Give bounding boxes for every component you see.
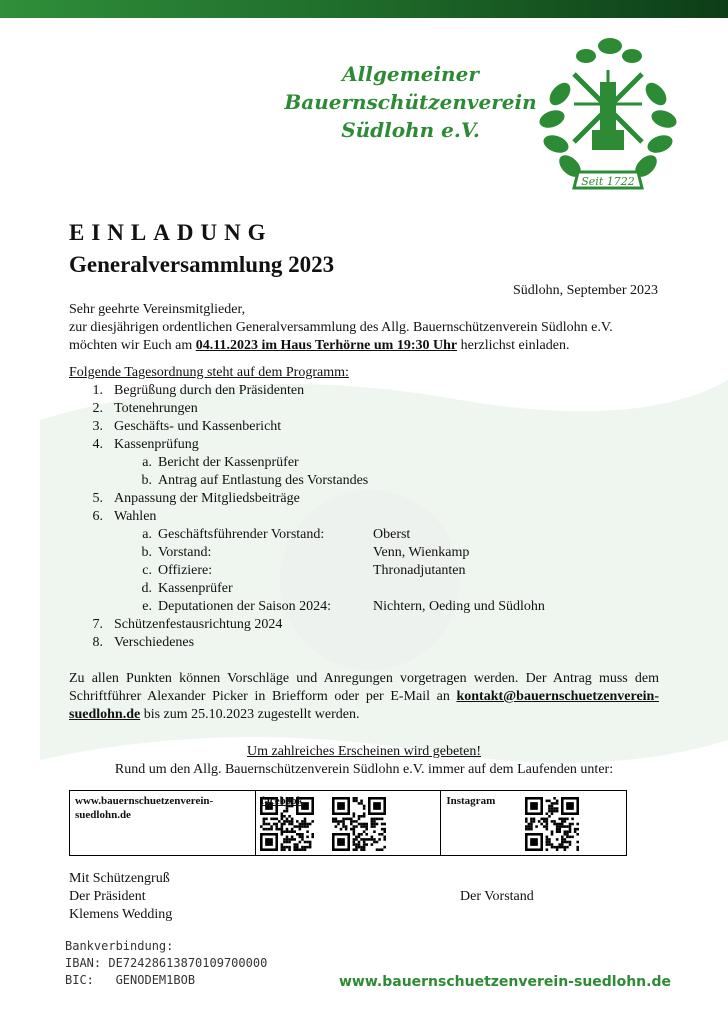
intro-paragraph xyxy=(69,319,659,355)
bank-heading: Bankverbindung: xyxy=(65,939,174,953)
agenda-item xyxy=(69,616,659,634)
agenda-item-number: 7. xyxy=(92,617,103,632)
agenda-item-number: 6. xyxy=(92,509,103,524)
agenda-item-label: Kassenprüfung xyxy=(114,437,199,452)
agenda-subitem-value: Thronadjutanten xyxy=(373,563,466,578)
agenda-item-label: Wahlen xyxy=(114,509,157,524)
title-generalversammlung: Generalversammlung 2023 xyxy=(69,252,335,277)
agenda-subitem-label: Deputationen der Saison 2024: xyxy=(158,599,332,614)
closing-role: Der Präsident xyxy=(69,889,146,904)
follow-us-line: Rund um den Allg. Bauernschützenverein Südlohn e.V. immer auf dem Laufenden unter: xyxy=(114,762,614,777)
facebook-qr-code-icon[interactable] xyxy=(332,797,386,851)
agenda-item xyxy=(69,634,659,652)
facebook-cell xyxy=(256,791,442,855)
social-links-table xyxy=(69,790,627,856)
agenda-subitem-label: Geschäftsführender Vorstand: xyxy=(158,527,325,542)
instagram-qr-code-icon[interactable] xyxy=(525,797,579,851)
agenda-subitem xyxy=(69,454,659,472)
agenda-subitem-label: Vorstand: xyxy=(158,545,212,560)
agenda-item-label: Totenehrungen xyxy=(114,401,198,416)
facebook-link-label[interactable]: facebook xyxy=(260,795,303,807)
club-name-line-3: Südlohn e.V. xyxy=(341,118,480,142)
attendance-request: Um zahlreiches Erscheinen wird gebeten! xyxy=(246,744,481,759)
club-name-line-1: Allgemeiner xyxy=(342,62,479,86)
agenda-item xyxy=(69,436,659,454)
instagram-cell xyxy=(441,791,626,855)
agenda-item-label: Begrüßung durch den Präsidenten xyxy=(114,383,305,398)
club-name-line-2: Bauernschützenverein xyxy=(284,90,537,114)
agenda-subitem-label: Bericht der Kassenprüfer xyxy=(158,455,299,470)
intro-text-before: zur diesjährigen ordentlichen Generalversammlung des Allg. Bauernschützenverein Südlohn e.V. möchten wir Euch am xyxy=(69,320,613,353)
agenda-subitem-letter: c. xyxy=(142,563,152,578)
agenda-item-label: Schützenfestausrichtung 2024 xyxy=(114,617,283,632)
agenda-item-label: Verschiedenes xyxy=(114,635,195,650)
place-date: Südlohn, September 2023 xyxy=(512,283,658,298)
title-einladung: EINLADUNG xyxy=(69,220,273,245)
intro-text-after: herzlichst einladen. xyxy=(457,338,570,353)
agenda-subitem-value: Nichtern, Oeding und Südlohn xyxy=(373,599,545,614)
agenda-heading: Folgende Tagesordnung steht auf dem Programm: xyxy=(69,365,349,380)
instagram-link-label[interactable]: Instagram xyxy=(446,795,496,807)
notes-text-after: bis zum 25.10.2023 zugestellt werden. xyxy=(140,707,360,722)
agenda-item-label: Anpassung der Mitgliedsbeiträge xyxy=(114,491,300,506)
agenda-item-number: 8. xyxy=(92,635,103,650)
top-bar xyxy=(0,0,728,18)
agenda-subitem-label: Kassenprüfer xyxy=(158,581,233,596)
agenda-subitem-label: Antrag auf Entlastung des Vorstandes xyxy=(158,473,369,488)
agenda-subitem xyxy=(69,580,659,598)
agenda-subitem xyxy=(69,472,659,490)
agenda-item xyxy=(69,508,659,526)
closing-salutation: Mit Schützengruß xyxy=(69,871,170,886)
website-cell xyxy=(70,791,256,855)
agenda-item-number: 2. xyxy=(92,401,103,416)
agenda-item-number: 5. xyxy=(92,491,103,506)
agenda-item-number: 3. xyxy=(92,419,103,434)
bank-details xyxy=(65,938,267,989)
agenda-subitem-label: Offiziere: xyxy=(158,563,213,578)
agenda-subitem xyxy=(69,526,659,544)
agenda-subitem-value: Venn, Wienkamp xyxy=(373,545,470,560)
closing-signatory: Klemens Wedding xyxy=(69,907,173,922)
agenda-subitem-letter: b. xyxy=(141,545,152,560)
closing-vorstand: Der Vorstand xyxy=(460,889,534,904)
closing-block xyxy=(69,870,172,924)
notes-text-before: Zu allen Punkten können Vorschläge und Anregungen vorgetragen werden. Der Antrag muss dem Schriftführer Alexander Picker in Briefform oder per E-Mail an xyxy=(69,671,659,704)
agenda-subitem-letter: e. xyxy=(142,599,152,614)
notes-paragraph xyxy=(69,670,659,724)
contact-email-link[interactable]: kontakt@bauernschuetzenverein-suedlohn.de xyxy=(69,689,659,722)
agenda-item xyxy=(69,400,659,418)
agenda-item xyxy=(69,382,659,400)
agenda-subitem-letter: a. xyxy=(142,455,152,470)
agenda-subitem-letter: b. xyxy=(141,473,152,488)
agenda-subitem-letter: a. xyxy=(142,527,152,542)
greeting: Sehr geehrte Vereinsmitglieder, xyxy=(69,302,246,317)
bank-iban: IBAN: DE72428613870109700000 xyxy=(65,956,268,970)
agenda-item-label: Geschäfts- und Kassenbericht xyxy=(114,419,282,434)
agenda-subitem-value: Oberst xyxy=(373,527,411,542)
bank-bic: BIC: GENODEM1BOB xyxy=(65,973,196,987)
agenda-subitem xyxy=(69,544,659,562)
club-name xyxy=(268,60,553,144)
agenda-item xyxy=(69,418,659,436)
club-logo xyxy=(538,34,678,194)
agenda-item-number: 1. xyxy=(92,383,103,398)
agenda-item xyxy=(69,490,659,508)
website-link-label[interactable]: www.bauernschuetzenverein-suedlohn.de xyxy=(75,795,214,821)
agenda-item-number: 4. xyxy=(92,437,103,452)
meeting-date-location: 04.11.2023 im Haus Terhörne um 19:30 Uhr xyxy=(195,338,458,353)
agenda-subitem xyxy=(69,562,659,580)
agenda-subitem xyxy=(69,598,659,616)
footer-website-link[interactable]: www.bauernschuetzenverein-suedlohn.de xyxy=(339,974,671,990)
agenda-list xyxy=(69,382,659,652)
agenda-subitem-letter: d. xyxy=(141,581,152,596)
logo-text: Seit 1722 xyxy=(581,175,635,188)
